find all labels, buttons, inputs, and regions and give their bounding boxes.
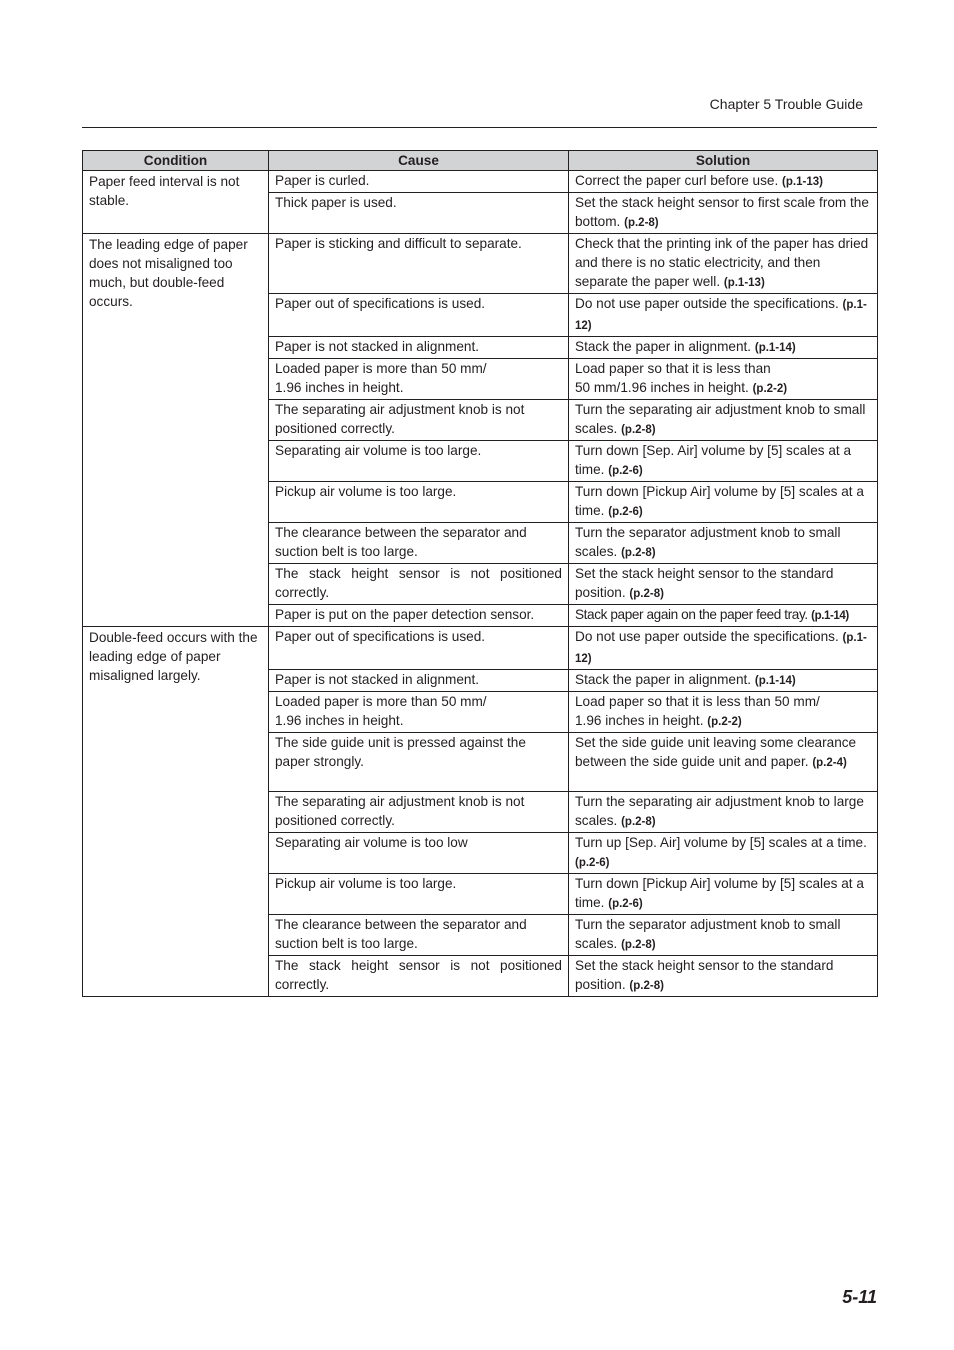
solution-text: Do not use paper outside the specifications. [575, 629, 839, 644]
solution-cell [569, 692, 878, 733]
header-condition: Condition [83, 151, 269, 171]
table-body [83, 171, 878, 997]
cause-text: Paper is not stacked in alignment. [275, 339, 480, 354]
solution-cell [569, 337, 878, 359]
solution-text: Turn down [Pickup Air] volume by [5] scales at a time. [575, 876, 864, 910]
condition-cell: Double-feed occurs with the leading edge of paper misaligned largely. [83, 627, 269, 997]
solution-cell [569, 359, 878, 400]
cause-text: Paper is curled. [275, 173, 370, 188]
cause-text: Loaded paper is more than 50 mm/ [275, 694, 487, 709]
cause-cell [269, 605, 569, 627]
solution-text: Check that the printing ink of the paper has dried and there is no static electricity, and then separate the paper well. [575, 236, 869, 289]
solution-cell [569, 956, 878, 997]
cause-cell [269, 956, 569, 997]
trouble-table [82, 150, 878, 997]
cause-cell [269, 294, 569, 337]
cause-cell [269, 234, 569, 294]
solution-cell [569, 605, 878, 627]
cause-cell [269, 733, 569, 792]
cause-cell [269, 441, 569, 482]
cause-cell [269, 874, 569, 915]
cause-cell [269, 833, 569, 874]
solution-text: Turn the separator adjustment knob to small scales. [575, 917, 841, 951]
page-reference: (p.2-6) [608, 898, 643, 910]
cause-cell [269, 627, 569, 670]
page-reference: (p.2-8) [621, 424, 656, 436]
solution-text: Turn up [Sep. Air] volume by [5] scales at a time. [575, 835, 867, 850]
solution-cell [569, 400, 878, 441]
solution-cell [569, 171, 878, 193]
solution-text: Set the stack height sensor to the standard position. [575, 566, 834, 600]
page-reference: (p.2-8) [629, 980, 664, 992]
page-reference: (p.2-6) [608, 506, 643, 518]
page-reference: (p.2-8) [621, 939, 656, 951]
cause-text: The stack height sensor is not positioned correctly. [275, 566, 562, 600]
page-reference: (p.1-13) [723, 277, 765, 289]
solution-text: Turn down [Sep. Air] volume by [5] scales at a time. [575, 443, 852, 477]
solution-text: Turn the separator adjustment knob to small scales. [575, 525, 841, 559]
solution-text: Load paper so that it is less than [575, 361, 771, 376]
page-reference: (p.2-6) [575, 857, 610, 869]
solution-cell [569, 523, 878, 564]
cause-cell [269, 359, 569, 400]
table-row [83, 627, 878, 670]
cause-cell [269, 482, 569, 523]
solution-text: Correct the paper curl before use. [575, 173, 779, 188]
cause-text: The separating air adjustment knob is not positioned correctly. [275, 402, 525, 436]
solution-cell [569, 193, 878, 234]
table-header-row [83, 151, 878, 171]
solution-text: Turn the separating air adjustment knob to small scales. [575, 402, 866, 436]
cause-cell [269, 692, 569, 733]
cause-text: Paper out of specifications is used. [275, 629, 486, 644]
cause-cell [269, 337, 569, 359]
cause-cell [269, 523, 569, 564]
solution-text: Turn the separating air adjustment knob to large scales. [575, 794, 864, 828]
page-reference: (p.2-6) [608, 465, 643, 477]
solution-cell [569, 627, 878, 670]
solution-text: Load paper so that it is less than 50 mm/ [575, 694, 820, 709]
chapter-title: Chapter 5 Trouble Guide [709, 96, 863, 112]
solution-cell [569, 833, 878, 874]
cause-text: Thick paper is used. [275, 195, 397, 210]
solution-cell [569, 294, 878, 337]
page-reference: (p.2-8) [624, 217, 659, 229]
cause-text: Pickup air volume is too large. [275, 484, 457, 499]
page-reference: (p.2-8) [621, 547, 656, 559]
cause-cell [269, 400, 569, 441]
cause-cell [269, 193, 569, 234]
solution-cell [569, 733, 878, 792]
solution-text: Stack the paper in alignment. [575, 339, 752, 354]
page-reference: (p.1-13) [782, 176, 823, 188]
condition-cell: The leading edge of paper does not misaligned too much, but double-feed occurs. [83, 234, 269, 627]
solution-cell [569, 670, 878, 692]
page-reference: (p.1-12) [575, 299, 867, 332]
solution-cell [569, 234, 878, 294]
solution-cell [569, 915, 878, 956]
cause-cell [269, 915, 569, 956]
page-reference: (p.2-4) [812, 757, 847, 769]
page-reference: (p.2-2) [752, 383, 788, 395]
page-reference: (p.1-14) [754, 675, 796, 687]
solution-text: Stack the paper in alignment. [575, 672, 752, 687]
cause-text: 1.96 inches in height. [275, 713, 404, 728]
solution-cell [569, 874, 878, 915]
solution-text: Set the stack height sensor to the standard position. [575, 958, 834, 992]
solution-text: 50 mm/1.96 inches in height. [575, 380, 749, 395]
cause-text: Loaded paper is more than 50 mm/ [275, 361, 487, 376]
solution-text: Stack paper again on the paper feed tray. [575, 607, 808, 622]
cause-text: The clearance between the separator and suction belt is too large. [275, 917, 527, 951]
solution-cell [569, 482, 878, 523]
header-rule [82, 127, 877, 128]
header-cause: Cause [269, 151, 569, 171]
header-solution: Solution [569, 151, 878, 171]
page-reference: (p.2-2) [707, 716, 742, 728]
page-reference: (p.1-12) [575, 632, 867, 665]
solution-cell [569, 564, 878, 605]
cause-cell [269, 171, 569, 193]
solution-text: 1.96 inches in height. [575, 713, 704, 728]
solution-cell [569, 441, 878, 482]
page-reference: (p.2-8) [621, 816, 656, 828]
cause-cell [269, 564, 569, 605]
page-reference: (p.1-14) [811, 610, 849, 622]
cause-text: Paper out of specifications is used. [275, 296, 486, 311]
solution-text: Turn down [Pickup Air] volume by [5] scales at a time. [575, 484, 864, 518]
cause-text: Paper is sticking and difficult to separate. [275, 236, 522, 251]
solution-text: Set the stack height sensor to first scale from the bottom. [575, 195, 869, 229]
table-row [83, 171, 878, 193]
solution-text: Set the side guide unit leaving some clearance between the side guide unit and paper. [575, 735, 857, 769]
table-row [83, 234, 878, 294]
cause-text: Separating air volume is too low [275, 835, 468, 850]
cause-text: Paper is put on the paper detection sensor. [275, 607, 535, 622]
condition-cell: Paper feed interval is not stable. [83, 171, 269, 234]
cause-text: The stack height sensor is not positioned correctly. [275, 958, 562, 992]
solution-text: Do not use paper outside the specifications. [575, 296, 839, 311]
cause-text: Paper is not stacked in alignment. [275, 672, 480, 687]
cause-cell [269, 792, 569, 833]
cause-text: The separating air adjustment knob is not positioned correctly. [275, 794, 525, 828]
cause-text: Pickup air volume is too large. [275, 876, 457, 891]
page-reference: (p.2-8) [629, 588, 664, 600]
cause-text: The clearance between the separator and suction belt is too large. [275, 525, 527, 559]
page-reference: (p.1-14) [754, 342, 796, 354]
cause-text: Separating air volume is too large. [275, 443, 482, 458]
cause-text: The side guide unit is pressed against the paper strongly. [275, 735, 526, 769]
page-number: 5-11 [842, 1287, 877, 1307]
solution-cell [569, 792, 878, 833]
cause-cell [269, 670, 569, 692]
cause-text: 1.96 inches in height. [275, 380, 404, 395]
